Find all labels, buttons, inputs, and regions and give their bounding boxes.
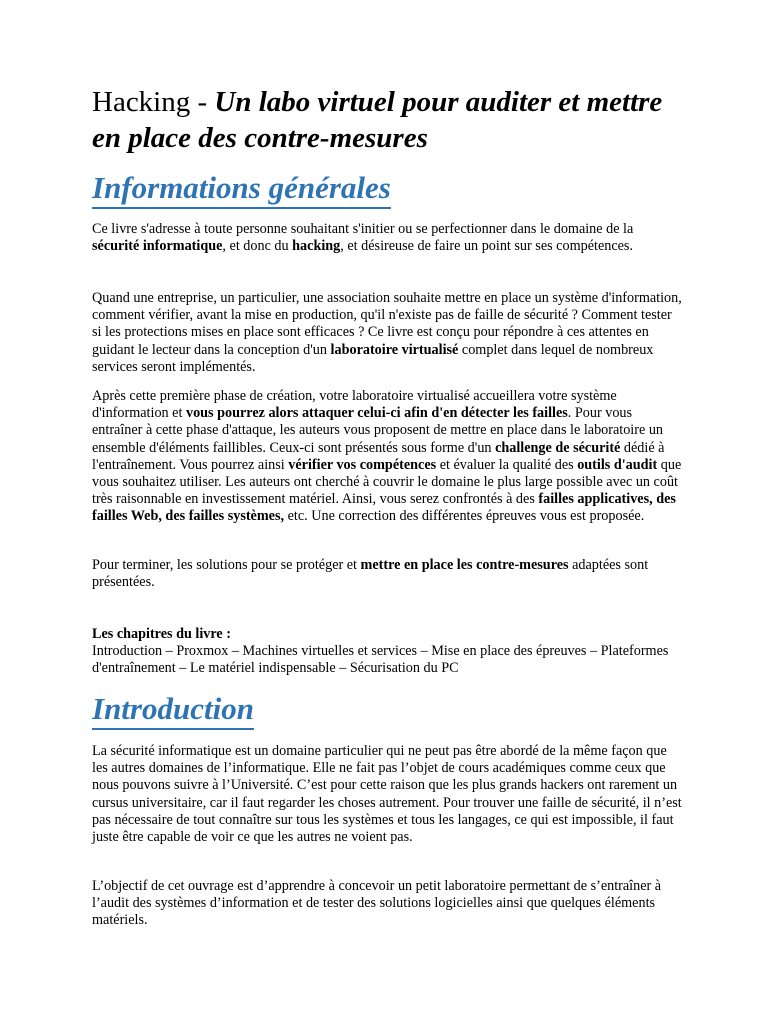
- text-run: , et donc du: [222, 238, 293, 255]
- text-run: adaptées sont présentées.: [92, 557, 649, 591]
- paragraph-introduction-2: L’objectif de cet ouvrage est d’apprendre à concevoir un petit laboratoire permettant de s’entraîner à l’audit des systèmes d’information et de tester des solutions logicielles ainsi que quelques éléments matériels.: [92, 878, 662, 929]
- text-run: , et désireuse de faire un point sur ses compétences.: [340, 238, 633, 255]
- bold-run: laboratoire virtualisé: [330, 341, 459, 358]
- bold-run: vous pourrez alors attaquer celui-ci afin d'en détecter les failles: [185, 405, 568, 422]
- bold-run: vérifier vos compétences: [288, 456, 437, 473]
- paragraph-intro: [92, 221, 682, 255]
- chapters-list: Introduction – Proxmox – Machines virtuelles et services – Mise en place des épreuves – Plateformes d'entraînement – Le matériel indispensable – Sécurisation du PC: [92, 643, 669, 677]
- bold-run: mettre en place les contre-mesures: [360, 557, 569, 573]
- text-run: complet dans lequel de nombreux services seront implémentés.: [92, 341, 654, 375]
- text-run: que vous souhaitez utiliser. Les auteurs ont cherché à couvrir le domaine le plus large possible avec un coût très raisonnable en investissement matériel. Ainsi, vous serez confrontés à des: [92, 456, 682, 508]
- document-title: [92, 84, 692, 156]
- bold-run: sécurité informatique: [92, 238, 223, 255]
- paragraph-conclusion: [92, 557, 682, 591]
- bold-run: challenge de sécurité: [495, 439, 621, 456]
- paragraph-introduction-1: La sécurité informatique est un domaine particulier qui ne peut pas être abordé de la même façon que les autres domaines de l’informatique. Elle ne fait pas l’objet de cours académiques comme ceux que nous pouvons suivre à l’Université. C’est pour cette raison que les plus grands hackers ont rarement un cursus universitaire, car il faut regarder les choses autrement. Pour trouver une faille de sécurité, il n’est pas nécessaire de tout connaître sur tous les systèmes et tous les langages, ce qui est impossible, il faut juste être capable de voir ce que les autres ne voient pas.: [92, 743, 682, 846]
- paragraph-question: [92, 290, 682, 376]
- text-run: Quand une entreprise, un particulier, une association souhaite mettre en place un système d'information, comment vérifier, avant la mise en production, qu'il n'existe pas de faille de sécurité ? Comment tester si les protections mises en place sont efficaces ? Ce livre est conçu pour répondre à ces attentes en guidant le lecteur dans la conception d'un: [92, 290, 682, 358]
- title-italic: Un labo virtuel pour auditer et mettre en place des contre-mesures: [92, 86, 663, 154]
- bold-run: outils d'audit: [577, 456, 658, 473]
- text-run: . Pour vous entraîner à cette phase d'attaque, les auteurs vous proposent de mettre en place dans le laboratoire un ensemble d'éléments faillibles. Ceux-ci sont présentés sous forme d'un: [92, 405, 664, 456]
- text-run: etc. Une correction des différentes épreuves vous est proposée.: [284, 508, 645, 525]
- chapters-block: [92, 626, 682, 678]
- text-run: Après cette première phase de création, votre laboratoire virtualisé accueillera votre système d'information et: [92, 388, 617, 422]
- section-heading-informations: Informations générales: [92, 169, 391, 209]
- bold-run: hacking: [292, 238, 341, 255]
- text-run: et évaluer la qualité des: [436, 456, 578, 473]
- paragraph-laboratory: [92, 388, 682, 526]
- chapters-label: Les chapitres du livre :: [92, 626, 231, 642]
- title-plain: Hacking -: [92, 86, 215, 118]
- text-run: dédié à l'entraînement. Vous pourrez ainsi: [92, 439, 665, 473]
- bold-run: failles applicatives, des failles Web, des failles systèmes,: [92, 491, 676, 525]
- text-run: Pour terminer, les solutions pour se protéger et: [92, 557, 361, 573]
- section-heading-introduction: Introduction: [92, 690, 254, 730]
- text-run: Ce livre s'adresse à toute personne souhaitant s'initier ou se perfectionner dans le domaine de la: [92, 221, 634, 237]
